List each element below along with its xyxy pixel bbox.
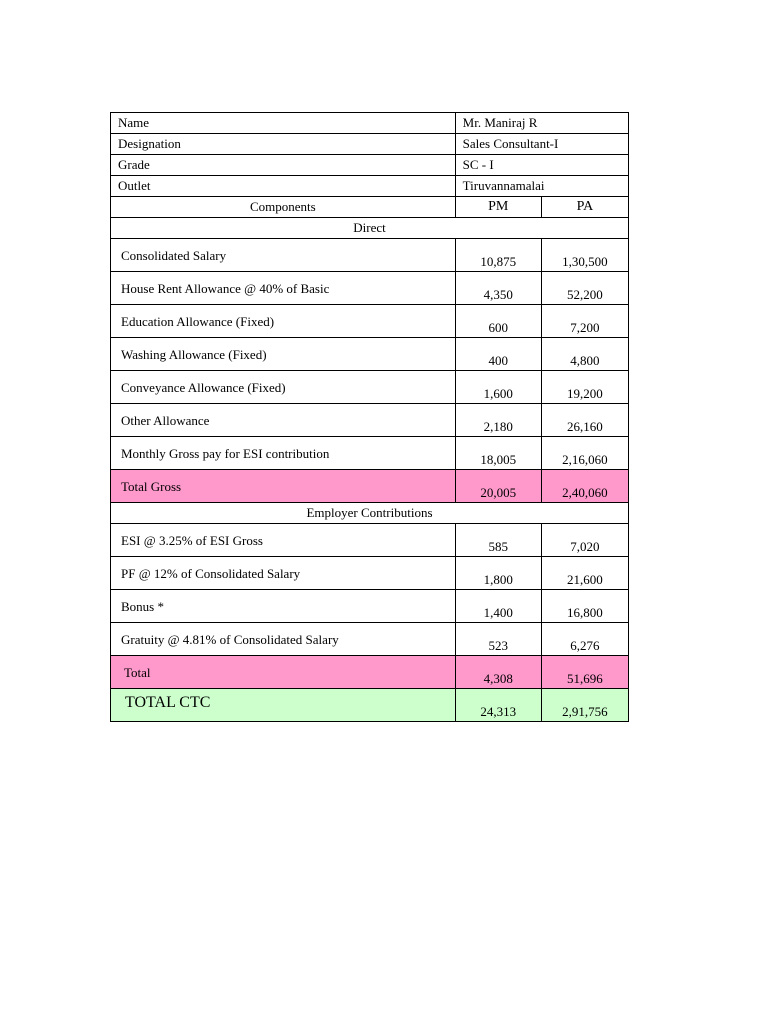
component-label: Consolidated Salary bbox=[111, 239, 456, 272]
table-row bbox=[111, 305, 629, 338]
outlet-label: Outlet bbox=[111, 176, 456, 197]
table-row bbox=[111, 272, 629, 305]
pm-value: 1,400 bbox=[455, 590, 541, 623]
table-row bbox=[111, 557, 629, 590]
designation-label: Designation bbox=[111, 134, 456, 155]
pm-value: 10,875 bbox=[455, 239, 541, 272]
pm-value: 1,800 bbox=[455, 557, 541, 590]
component-label: Conveyance Allowance (Fixed) bbox=[111, 371, 456, 404]
component-label: PF @ 12% of Consolidated Salary bbox=[111, 557, 456, 590]
pa-value: 2,16,060 bbox=[541, 437, 628, 470]
employer-section-title: Employer Contributions bbox=[111, 503, 629, 524]
grade-value: SC - I bbox=[455, 155, 628, 176]
pa-value: 52,200 bbox=[541, 272, 628, 305]
pa-header: PA bbox=[541, 197, 628, 218]
pa-value: 1,30,500 bbox=[541, 239, 628, 272]
table-row bbox=[111, 338, 629, 371]
pm-value: 523 bbox=[455, 623, 541, 656]
components-header: Components bbox=[111, 197, 456, 218]
name-label: Name bbox=[111, 113, 456, 134]
pm-value: 4,350 bbox=[455, 272, 541, 305]
column-header-row bbox=[111, 197, 629, 218]
total-ctc-pm: 24,313 bbox=[455, 689, 541, 722]
employer-total-pm: 4,308 bbox=[455, 656, 541, 689]
name-value: Mr. Maniraj R bbox=[455, 113, 628, 134]
grade-label: Grade bbox=[111, 155, 456, 176]
pa-value: 4,800 bbox=[541, 338, 628, 371]
direct-section-row bbox=[111, 218, 629, 239]
employer-section-row bbox=[111, 503, 629, 524]
pa-value: 19,200 bbox=[541, 371, 628, 404]
pm-value: 600 bbox=[455, 305, 541, 338]
designation-row bbox=[111, 134, 629, 155]
employer-total-pa: 51,696 bbox=[541, 656, 628, 689]
component-label: House Rent Allowance @ 40% of Basic bbox=[111, 272, 456, 305]
employer-total-row bbox=[111, 656, 629, 689]
ctc-table bbox=[110, 112, 629, 722]
table-row bbox=[111, 524, 629, 557]
grade-row bbox=[111, 155, 629, 176]
table-row bbox=[111, 590, 629, 623]
table-row bbox=[111, 623, 629, 656]
outlet-row bbox=[111, 176, 629, 197]
pm-value: 585 bbox=[455, 524, 541, 557]
component-label: Other Allowance bbox=[111, 404, 456, 437]
total-ctc-row bbox=[111, 689, 629, 722]
pa-value: 26,160 bbox=[541, 404, 628, 437]
total-ctc-pa: 2,91,756 bbox=[541, 689, 628, 722]
pa-value: 21,600 bbox=[541, 557, 628, 590]
pm-value: 18,005 bbox=[455, 437, 541, 470]
total-ctc-label: TOTAL CTC bbox=[111, 689, 456, 722]
name-row bbox=[111, 113, 629, 134]
component-label: Bonus * bbox=[111, 590, 456, 623]
pm-value: 1,600 bbox=[455, 371, 541, 404]
direct-section-title: Direct bbox=[111, 218, 629, 239]
component-label: Gratuity @ 4.81% of Consolidated Salary bbox=[111, 623, 456, 656]
employer-total-label: Total bbox=[111, 656, 456, 689]
pa-value: 6,276 bbox=[541, 623, 628, 656]
component-label: Monthly Gross pay for ESI contribution bbox=[111, 437, 456, 470]
pm-value: 2,180 bbox=[455, 404, 541, 437]
component-label: Washing Allowance (Fixed) bbox=[111, 338, 456, 371]
table-row bbox=[111, 371, 629, 404]
table-row bbox=[111, 437, 629, 470]
total-gross-label: Total Gross bbox=[111, 470, 456, 503]
component-label: ESI @ 3.25% of ESI Gross bbox=[111, 524, 456, 557]
component-label: Education Allowance (Fixed) bbox=[111, 305, 456, 338]
table-row bbox=[111, 239, 629, 272]
table-row bbox=[111, 404, 629, 437]
pm-header: PM bbox=[455, 197, 541, 218]
total-gross-pa: 2,40,060 bbox=[541, 470, 628, 503]
total-gross-pm: 20,005 bbox=[455, 470, 541, 503]
pa-value: 16,800 bbox=[541, 590, 628, 623]
pa-value: 7,020 bbox=[541, 524, 628, 557]
outlet-value: Tiruvannamalai bbox=[455, 176, 628, 197]
pm-value: 400 bbox=[455, 338, 541, 371]
pa-value: 7,200 bbox=[541, 305, 628, 338]
designation-value: Sales Consultant-I bbox=[455, 134, 628, 155]
total-gross-row bbox=[111, 470, 629, 503]
